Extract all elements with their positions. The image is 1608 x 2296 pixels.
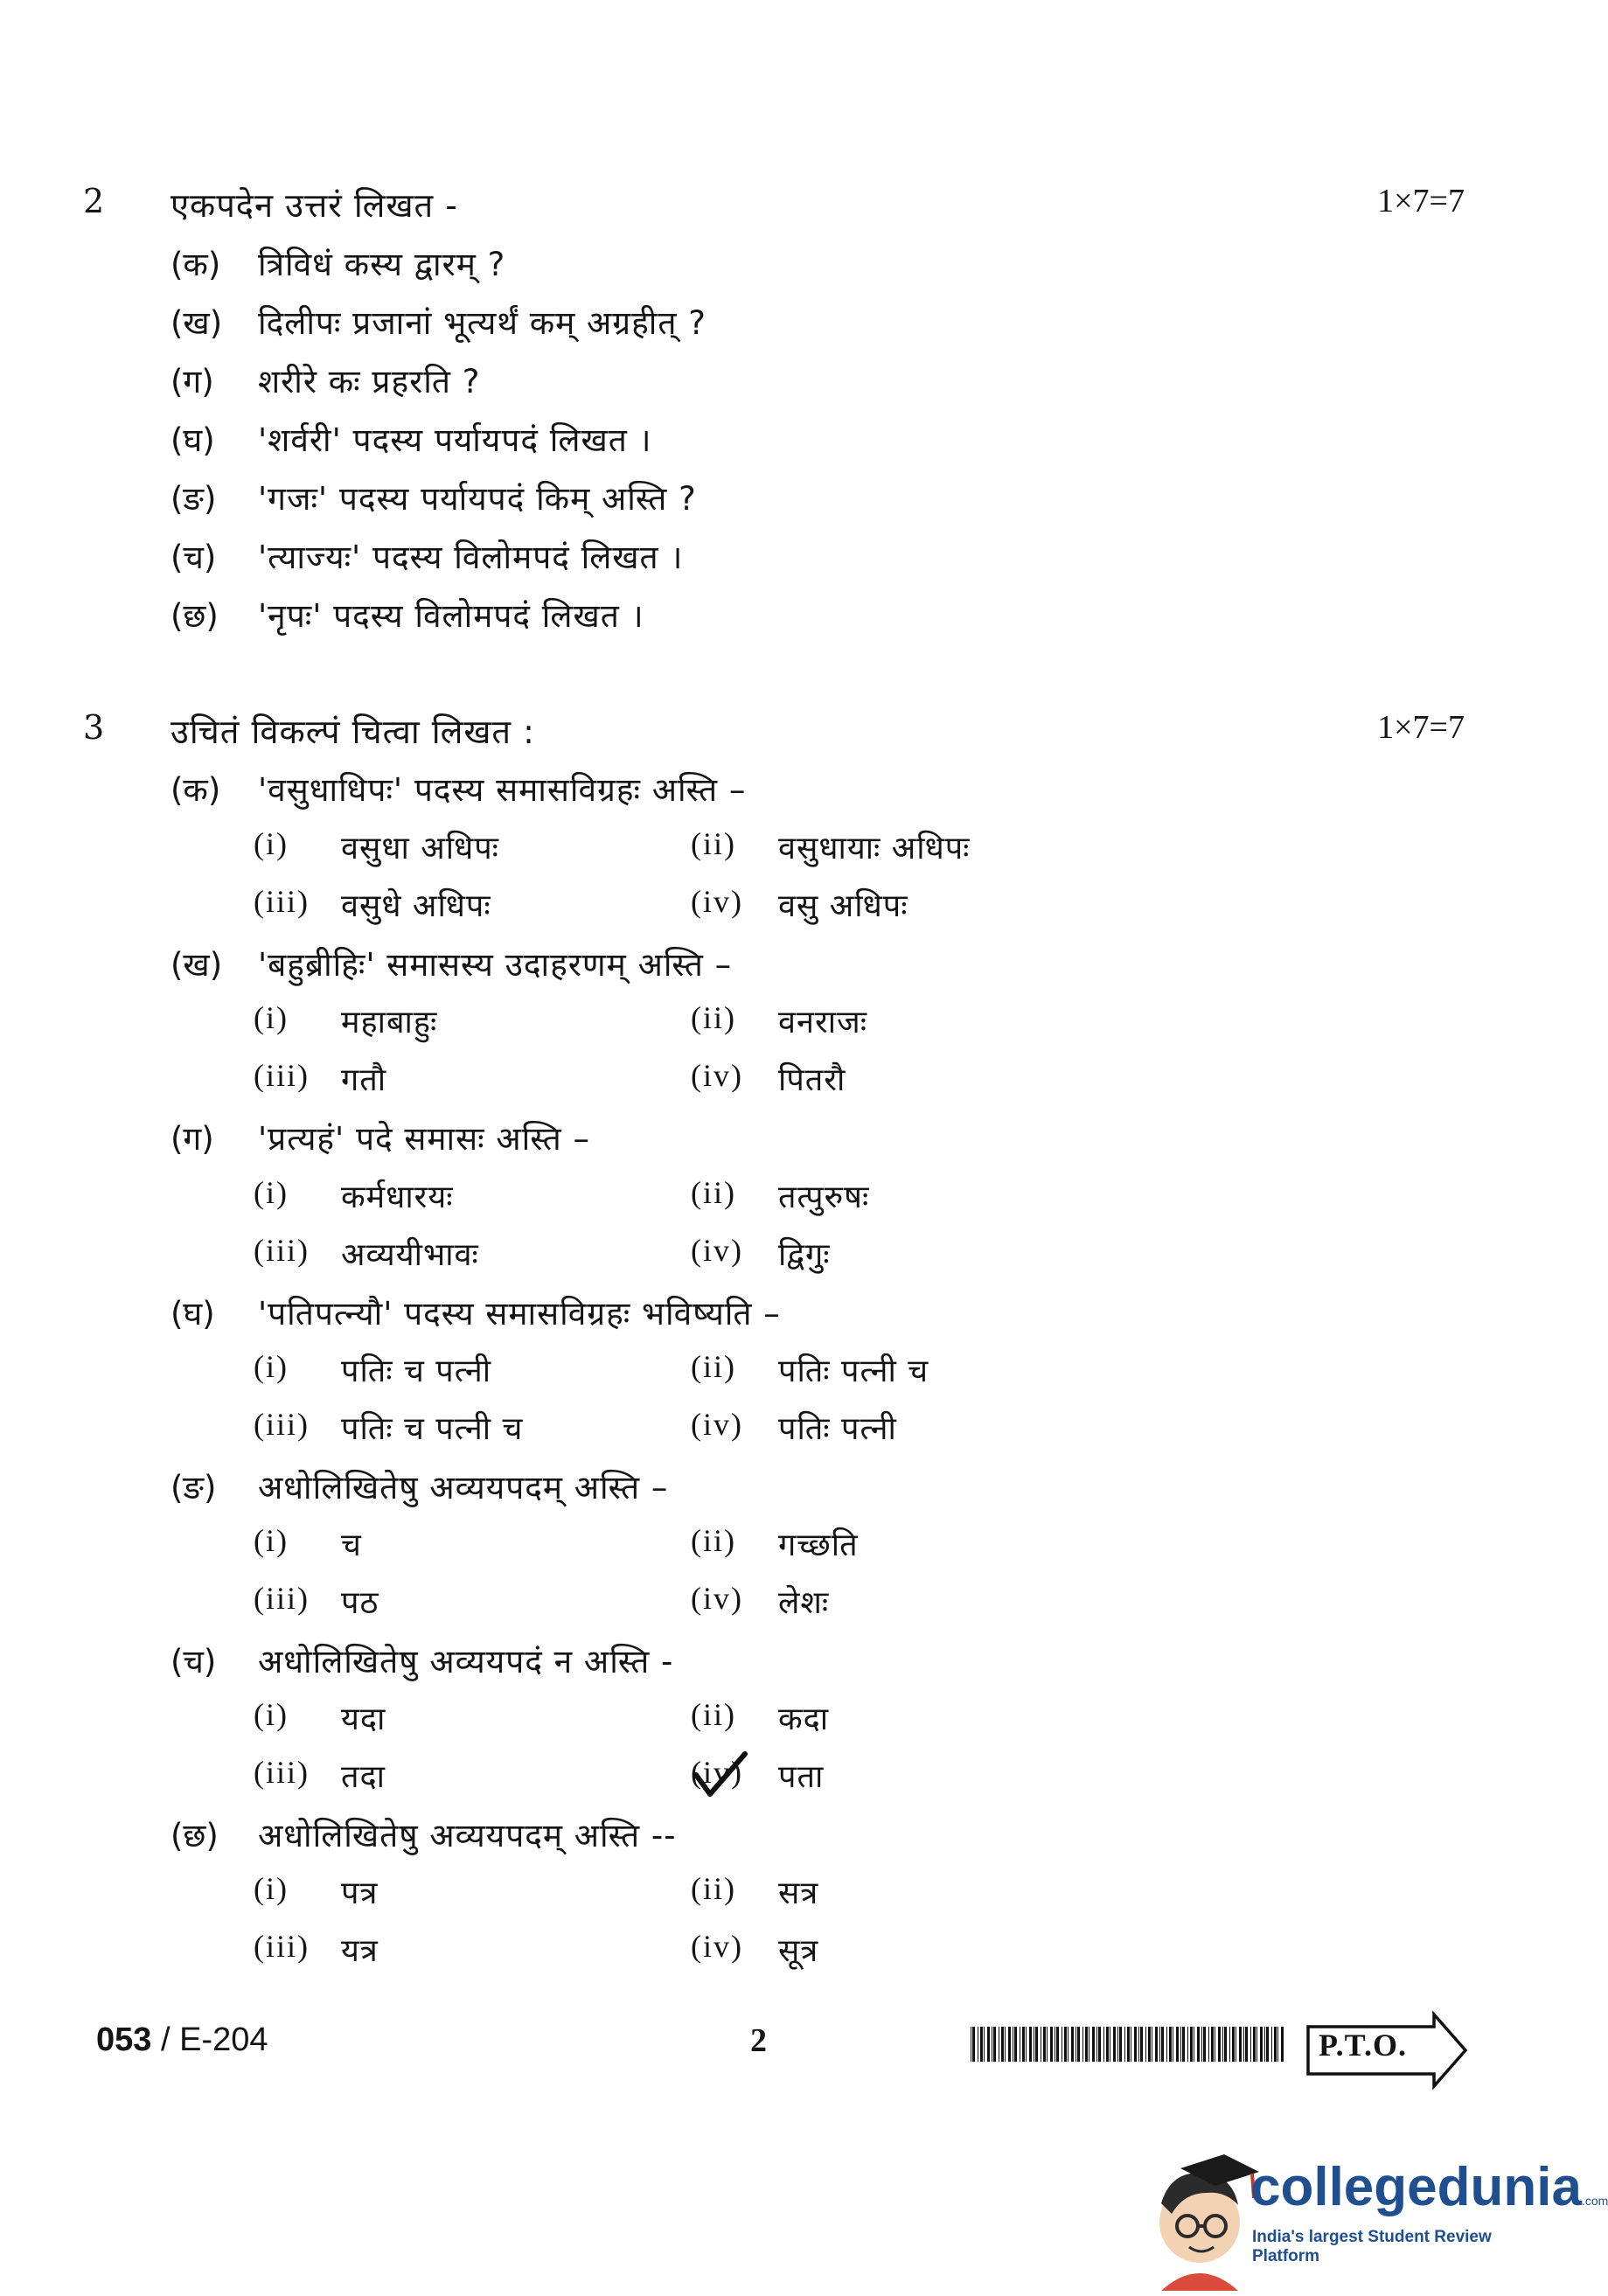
item-text: शरीरे कः प्रहरति ? <box>258 363 481 400</box>
item-label: (च) <box>171 539 217 576</box>
option-label: (i) <box>254 1000 289 1035</box>
item-text: 'पतिपत्न्यौ' पदस्य समासविग्रहः भविष्यति – <box>258 1295 781 1332</box>
barcode-bar <box>1166 2027 1167 2062</box>
question-2-header <box>83 182 1465 234</box>
item-label: (छ) <box>171 597 219 635</box>
option-label: (iv) <box>691 1233 743 1268</box>
barcode-bar <box>1176 2027 1179 2062</box>
q2-item-kha <box>171 299 1307 350</box>
item-label: (घ) <box>171 421 215 459</box>
option <box>691 1348 1110 1397</box>
item-label: (छ) <box>171 1817 219 1854</box>
option-text: वसुधायाः अधिपः <box>778 831 971 866</box>
item-text: अधोलिखितेषु अव्ययपदम् अस्ति – <box>258 1469 669 1506</box>
option-text: द्विगुः <box>778 1237 831 1273</box>
item-text: त्रिविधं कस्य द्वारम् ? <box>258 246 506 283</box>
barcode-bar <box>1274 2027 1277 2062</box>
barcode-bar <box>1148 2027 1151 2062</box>
question-number: 3 <box>83 708 105 747</box>
option <box>691 1174 1110 1223</box>
q2-item-ka <box>171 240 1307 291</box>
option-text: सूत्र <box>778 1933 819 1969</box>
option-text: वसु अधिपः <box>778 888 908 924</box>
paper-code <box>96 2021 268 2059</box>
brand-suffix: .com <box>1581 2194 1608 2208</box>
barcode-bar <box>1266 2027 1269 2062</box>
item-text: अधोलिखितेषु अव्ययपदं न अस्ति - <box>258 1643 674 1680</box>
item-text: 'नृपः' पदस्य विलोमपदं लिखत । <box>258 597 644 635</box>
barcode-bar <box>1008 2027 1011 2062</box>
q3-item-gha <box>171 1290 1307 1340</box>
barcode-bar <box>1281 2027 1284 2062</box>
option <box>691 1406 1110 1455</box>
option-text: पतिः च पत्नी च <box>341 1411 524 1447</box>
option <box>254 1522 673 1571</box>
barcode-bar <box>1092 2027 1095 2062</box>
barcode-bar <box>1138 2027 1139 2062</box>
barcode-bar <box>1203 2027 1206 2062</box>
barcode-bar <box>1071 2027 1074 2062</box>
option-text: पतिः च पत्नी <box>341 1353 492 1389</box>
option-label: (i) <box>254 1871 289 1906</box>
option-text: कर्मधारयः <box>341 1179 454 1215</box>
barcode-bar <box>1201 2027 1202 2062</box>
option-label: (ii) <box>691 1349 736 1384</box>
barcode-bar <box>1077 2027 1080 2062</box>
barcode-bar <box>1124 2027 1125 2062</box>
option <box>254 1057 673 1106</box>
barcode-bar <box>1103 2027 1104 2062</box>
barcode-bar <box>1245 2027 1248 2062</box>
barcode-bar <box>1190 2027 1193 2062</box>
barcode-bar <box>1250 2027 1251 2062</box>
option <box>691 1928 1110 1977</box>
barcode-bar <box>1218 2027 1221 2062</box>
item-label: (ग) <box>171 1120 214 1158</box>
barcode-bar <box>980 2027 983 2062</box>
barcode-bar <box>1035 2027 1038 2062</box>
barcode-bar <box>1260 2027 1263 2062</box>
option <box>254 825 673 874</box>
option-text: लेशः <box>778 1585 830 1621</box>
barcode-bar <box>972 2027 975 2062</box>
option-label: (iii) <box>254 1929 310 1964</box>
barcode-bar <box>1064 2027 1067 2062</box>
barcode-bar <box>1127 2027 1130 2062</box>
option-label: (iii) <box>254 1755 310 1790</box>
option-label: (iv) <box>691 1581 743 1616</box>
q3-item-nga <box>171 1464 1307 1514</box>
barcode-bar <box>1014 2027 1017 2062</box>
option-text: पठ <box>341 1585 379 1621</box>
option <box>691 883 1110 932</box>
option <box>254 1406 673 1455</box>
barcode-bar <box>1113 2027 1116 2062</box>
barcode-bar <box>1182 2027 1185 2062</box>
option <box>254 1870 673 1919</box>
barcode-bar <box>1264 2027 1265 2062</box>
option-text: यत्र <box>341 1933 379 1969</box>
option-label: (ii) <box>691 826 736 861</box>
option-label: (ii) <box>691 1697 736 1732</box>
barcode-bar <box>1117 2027 1118 2062</box>
item-label: (क) <box>171 246 221 283</box>
q3-item-kha <box>171 941 1307 991</box>
item-label: (घ) <box>171 1295 215 1332</box>
barcode-bar <box>1211 2027 1214 2062</box>
barcode-bar <box>1253 2027 1256 2062</box>
barcode-bar <box>1232 2027 1235 2062</box>
option <box>254 883 673 932</box>
option-text: पतिः पत्नी च <box>778 1353 929 1389</box>
option <box>691 1580 1110 1629</box>
option-label: (iii) <box>254 1407 310 1442</box>
barcode-bar <box>1056 2027 1059 2062</box>
barcode-bar <box>1140 2027 1143 2062</box>
option <box>254 1754 673 1803</box>
barcode-bar <box>1169 2027 1172 2062</box>
barcode-bar <box>1075 2027 1076 2062</box>
barcode-bar <box>1243 2027 1244 2062</box>
item-label: (ग) <box>171 363 214 400</box>
option-label: (iv) <box>691 1407 743 1442</box>
option-text: तत्पुरुषः <box>778 1179 870 1215</box>
option-label: (i) <box>254 826 289 861</box>
barcode-bar <box>1187 2027 1188 2062</box>
option-text: पता <box>778 1759 825 1795</box>
barcode-bar <box>1085 2027 1088 2062</box>
barcode-bar <box>993 2027 996 2062</box>
option-text: तदा <box>341 1759 386 1795</box>
item-label: (ख) <box>171 946 223 984</box>
option <box>691 825 1110 874</box>
item-label: (च) <box>171 1643 217 1680</box>
barcode-bar <box>1119 2027 1122 2062</box>
question-marks: 1×7=7 <box>1377 709 1465 746</box>
barcode-bar <box>1229 2027 1230 2062</box>
question-number: 2 <box>83 182 105 220</box>
barcode-bar <box>1005 2027 1006 2062</box>
item-text: 'वसुधाधिपः' पदस्य समासविग्रहः अस्ति – <box>258 771 747 809</box>
q2-item-gha <box>171 416 1307 467</box>
q2-item-nga <box>171 475 1307 525</box>
barcode-bar <box>1155 2027 1158 2062</box>
option <box>691 1754 1110 1803</box>
barcode-bar <box>1026 2027 1027 2062</box>
barcode-bar <box>1197 2027 1200 2062</box>
option-text: पितरौ <box>778 1062 846 1098</box>
item-label: (ङ) <box>171 1469 217 1506</box>
barcode-bar <box>1098 2027 1101 2062</box>
barcode-bar <box>1145 2027 1146 2062</box>
option <box>254 1174 673 1223</box>
item-label: (ख) <box>171 304 223 342</box>
option-label: (iii) <box>254 1233 310 1268</box>
barcode-bar <box>1068 2027 1069 2062</box>
barcode-bar <box>1043 2027 1046 2062</box>
barcode-bar <box>1271 2027 1272 2062</box>
question-title: एकपदेन उत्तरं लिखत - <box>171 186 458 225</box>
item-text: 'गजः' पदस्य पर्यायपदं किम् अस्ति ? <box>258 480 697 518</box>
option-label: (iv) <box>691 1058 743 1093</box>
checkmark-icon <box>691 1749 752 1801</box>
option-text: गच्छति <box>778 1527 859 1563</box>
item-label: (क) <box>171 771 221 809</box>
option-label: (i) <box>254 1697 289 1732</box>
item-text: अधोलिखितेषु अव्ययपदम् अस्ति -- <box>258 1817 677 1854</box>
option-label: (ii) <box>691 1523 736 1558</box>
option <box>691 1870 1110 1919</box>
option <box>254 1348 673 1397</box>
barcode-bar <box>984 2027 985 2062</box>
option-label: (i) <box>254 1349 289 1384</box>
option-label: (ii) <box>691 1000 736 1035</box>
option-text: अव्ययीभावः <box>341 1237 479 1273</box>
brand-name <box>1250 2156 1608 2218</box>
option <box>254 1928 673 1977</box>
option-label: (iv) <box>691 1755 743 1790</box>
option <box>254 999 673 1048</box>
option-text: पत्र <box>341 1875 379 1911</box>
barcode-bar <box>1001 2027 1004 2062</box>
brand-wordmark: collegedunia <box>1250 2157 1582 2217</box>
option-label: (i) <box>254 1523 289 1558</box>
barcode-bar <box>1208 2027 1209 2062</box>
barcode-bar <box>1161 2027 1164 2062</box>
barcode-bar <box>1106 2027 1109 2062</box>
option <box>691 1522 1110 1571</box>
option-label: (iii) <box>254 884 310 919</box>
q2-item-chha <box>171 592 1307 643</box>
barcode-bar <box>1224 2027 1227 2062</box>
option-text: महाबाहुः <box>341 1005 438 1040</box>
option-text: वनराजः <box>778 1005 868 1040</box>
option <box>691 1057 1110 1106</box>
option-text: सत्र <box>778 1875 819 1911</box>
barcode-bar <box>1047 2027 1048 2062</box>
item-text: 'बहुब्रीहिः' समासस्य उदाहरणम् अस्ति – <box>258 946 733 984</box>
q3-item-ga <box>171 1115 1307 1165</box>
item-text: 'प्रत्यहं' पदे समासः अस्ति – <box>258 1120 590 1158</box>
option-text: यदा <box>341 1701 386 1737</box>
option-label: (ii) <box>691 1175 736 1210</box>
page-number: 2 <box>750 2022 767 2059</box>
option <box>691 1696 1110 1745</box>
q2-item-cha <box>171 533 1307 584</box>
barcode-bar <box>1096 2027 1097 2062</box>
option <box>254 1696 673 1745</box>
paper-code-suffix: / E-204 <box>151 2021 268 2058</box>
barcode-bar <box>1082 2027 1083 2062</box>
q3-item-ka <box>171 766 1307 817</box>
option <box>691 1232 1110 1281</box>
option-text: गतौ <box>341 1062 387 1098</box>
paper-code-number: 053 <box>96 2021 152 2058</box>
item-text: 'शर्वरी' पदस्य पर्यायपदं लिखत । <box>258 421 652 459</box>
option <box>691 999 1110 1048</box>
option-text: च <box>341 1527 362 1563</box>
barcode-icon <box>971 2027 1285 2062</box>
barcode-bar <box>1050 2027 1053 2062</box>
barcode-bar <box>1134 2027 1137 2062</box>
item-label: (ङ) <box>171 480 217 518</box>
option-text: वसुधा अधिपः <box>341 831 499 866</box>
barcode-bar <box>987 2027 990 2062</box>
pto-label: P.T.O. <box>1319 2028 1408 2063</box>
q2-item-ga <box>171 358 1307 408</box>
option-label: (ii) <box>691 1871 736 1906</box>
option-label: (iv) <box>691 1929 743 1964</box>
barcode-bar <box>1029 2027 1032 2062</box>
option-label: (i) <box>254 1175 289 1210</box>
barcode-bar <box>1159 2027 1160 2062</box>
barcode-bar <box>1239 2027 1242 2062</box>
barcode-bar <box>1277 2027 1278 2062</box>
option-label: (iii) <box>254 1581 310 1616</box>
barcode-bar <box>1222 2027 1223 2062</box>
option <box>254 1232 673 1281</box>
question-title: उचितं विकल्पं चित्वा लिखत : <box>171 713 535 751</box>
question-marks: 1×7=7 <box>1377 183 1465 219</box>
barcode-bar <box>1022 2027 1025 2062</box>
question-3-header <box>83 708 1465 761</box>
barcode-bar <box>1180 2027 1181 2062</box>
option-text: कदा <box>778 1701 830 1737</box>
option <box>254 1580 673 1629</box>
item-text: दिलीपः प्रजानां भूत्यर्थं कम् अग्रहीत् ? <box>258 304 707 342</box>
option-label: (iv) <box>691 884 743 919</box>
item-text: 'त्याज्यः' पदस्य विलोमपदं लिखत । <box>258 539 684 576</box>
option-text: पतिः पत्नी <box>778 1411 897 1447</box>
barcode-bar <box>1256 2027 1257 2062</box>
q3-item-chha <box>171 1812 1307 1862</box>
q3-item-cha <box>171 1638 1307 1688</box>
brand-tagline: India's largest Student Review Platform <box>1252 2228 1492 2265</box>
option-text: वसुधे अधिपः <box>341 888 491 924</box>
option-label: (iii) <box>254 1058 310 1093</box>
